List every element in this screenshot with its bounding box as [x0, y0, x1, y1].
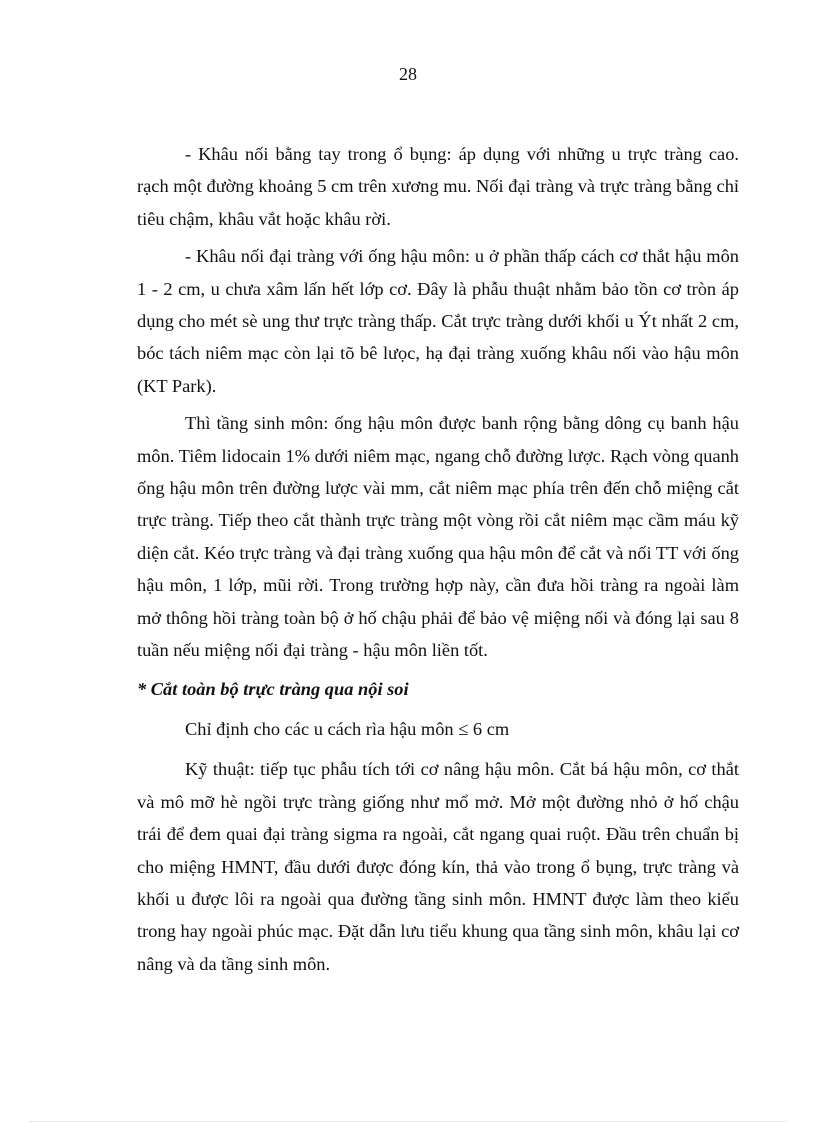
section-heading: * Cắt toàn bộ trực tràng qua nội soi	[137, 678, 409, 699]
paragraph-perineal-stage: Thì tầng sinh môn: ống hậu môn được banh rộng bằng dông cụ banh hậu môn. Tiêm lidocain 1% dưới niêm mạc, ngang chỗ đường lược. Rạch vòng quanh ống hậu môn trên đường lược vài mm, cắt niêm mạc phía trên đến chỗ miệng cắt trực tràng. Tiếp theo cắt thành trực tràng một vòng rồi cắt niêm mạc cầm máu kỹ diện cắt. Kéo trực tràng và đại tràng xuống qua hậu môn để cắt và nối TT với ống hậu môn, 1 lớp, mũi rời. Trong trường hợp này, cần đưa hồi tràng ra ngoài làm mở thông hồi tràng toàn bộ ở hố chậu phải để bảo vệ miệng nối và đóng lại sau 8 tuần nếu miệng nối đại tràng - hậu môn liền tốt.	[137, 413, 739, 661]
paragraph-indication: Chỉ định cho các u cách rìa hậu môn ≤ 6 cm	[185, 718, 510, 739]
page-number: 28	[399, 64, 417, 84]
paragraph-anal-canal-anastomosis: - Khâu nối đại tràng với ống hậu môn: u ở phần thấp cách cơ thắt hậu môn 1 - 2 cm, u chưa xâm lấn hết lớp cơ. Đây là phẫu thuật nhằm bảo tồn cơ tròn áp dụng cho mét sè ung thư trực tràng thấp. Cắt trực tràng dưới khối u Ýt nhất 2 cm, bóc tách niêm mạc còn lại tõ bê lưọc, hạ đại tràng xuống khâu nối vào hậu môn (KT Park).	[137, 246, 739, 396]
page-body	[137, 138, 739, 985]
page-bottom-divider	[30, 1121, 786, 1122]
paragraph-technique: Kỹ thuật: tiếp tục phẫu tích tới cơ nâng hậu môn. Cắt bá hậu môn, cơ thắt và mô mỡ hè ngồi trực tràng giống như mổ mở. Mở một đường nhỏ ở hố chậu trái để đem quai đại tràng sigma ra ngoài, cắt ngang quai ruột. Đầu trên chuẩn bị cho miệng HMNT, đầu dưới được đóng kín, thả vào trong ổ bụng, trực tràng và khối u được lôi ra ngoài qua đường tầng sinh môn. HMNT được làm theo kiểu trong hay ngoài phúc mạc. Đặt dẫn lưu tiểu khung qua tầng sinh môn, khâu lại cơ nâng và da tầng sinh môn.	[137, 759, 739, 974]
paragraph-hand-anastomosis: - Khâu nối bằng tay trong ổ bụng: áp dụng với những u trực tràng cao. rạch một đường khoảng 5 cm trên xương mu. Nối đại tràng và trực tràng bằng chỉ tiêu chậm, khâu vắt hoặc khâu rời.	[137, 144, 739, 229]
